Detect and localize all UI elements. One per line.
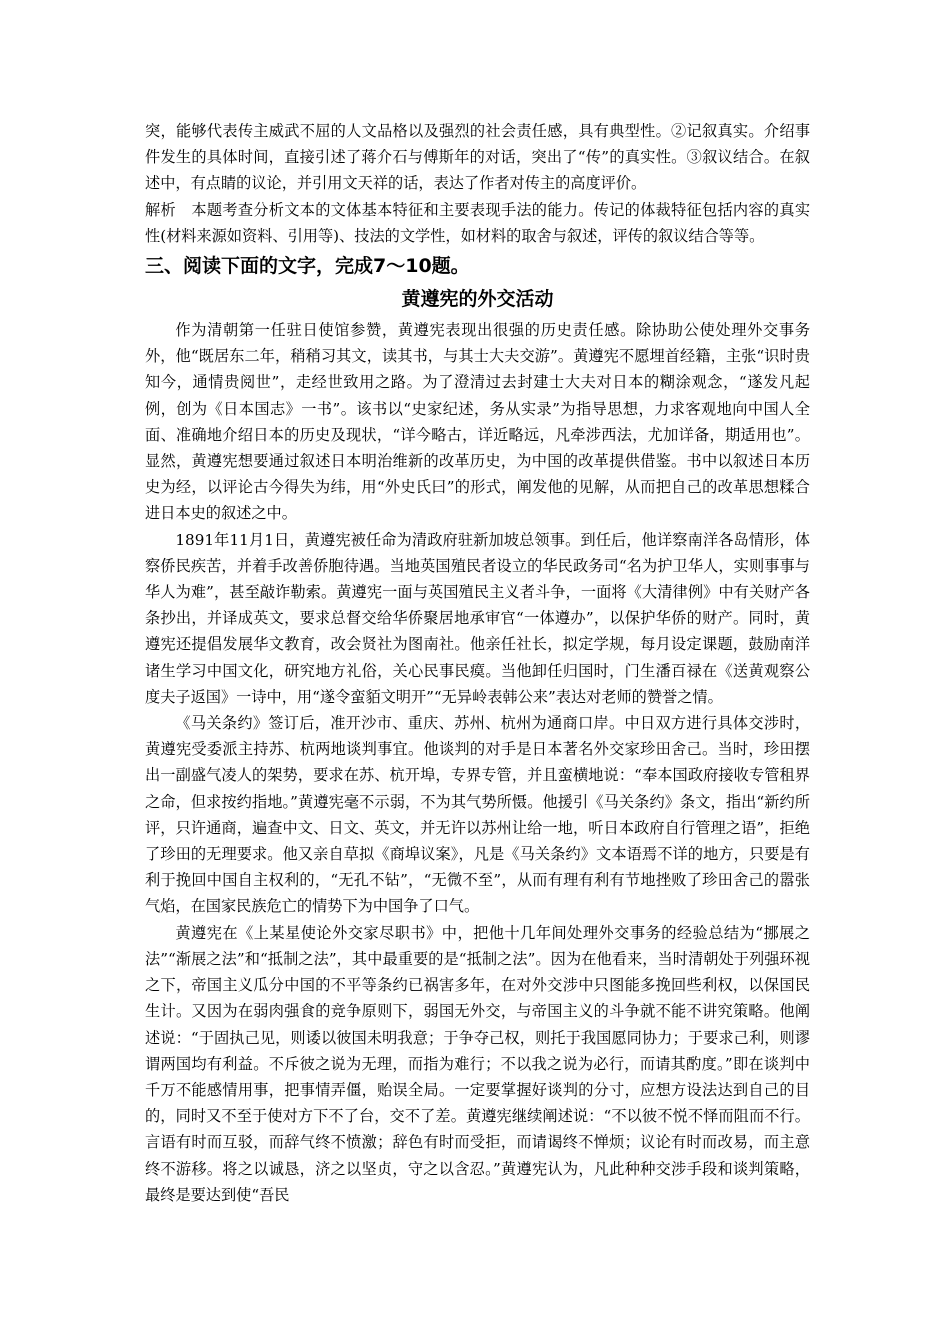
article-paragraph-2: 1891年11月1日，黄遵宪被任命为清政府驻新加坡总领事。到任后，他详察南洋各岛情形，体察侨民疾苦，并着手改善侨胞待遇。当地英国殖民者设立的华民政务司“名为护卫华人，实则事事与华人为难”，甚至敲诈勒索。黄遵宪一面与英国殖民主义者斗争，一面将《大清律例》中有关财产各条抄出，并译成英文，要求总督交给华侨聚居地承审官“一体遵办”，以保护华侨的财产。同时，黄遵宪还提倡发展华文教育，改会贤社为图南社。他亲任社长，拟定学规，每月设定课题，鼓励南洋诸生学习中国文化，研究地方礼俗，关心民事民瘼。当他卸任归国时，门生潘百禄在《送黄观察公度夫子返国》一诗中，用“遂令蛮貊文明开”“无异岭表韩公来”表达对老师的赞誉之情。 <box>145 530 810 706</box>
section-heading: 三、阅读下面的文字，完成7～10题。 <box>145 255 470 278</box>
article-paragraph-4: 黄遵宪在《上某星使论外交家尽职书》中，把他十几年间处理外交事务的经验总结为“挪展之法”“渐展之法”和“抵制之法”，其中最重要的是“抵制之法”。因为在他看来，当时清朝处于列强环视之下，帝国主义瓜分中国的不平等条约已祸害多年，在对外交涉中只图能多挽回些利权，以保国民生计。又因为在弱肉强食的竞争原则下，弱国无外交，与帝国主义的斗争就不能不讲究策略。他阐述说：“于固执己见，则诿以彼国未明我意；于争夺己权，则托于我国愿同协力；于要求己利，则谬谓两国均有利益。不斥彼之说为无理，而指为难行；不以我之说为必行，而请其酌度。”即在谈判中千万不能感情用事，把事情弄僵，贻误全局。一定要掌握好谈判的分寸，应想方设法达到自己的目的，同时又不至于使对方下不了台，交不了差。黄遵宪继续阐述说：“不以彼不悦不怿而阻而不行。言语有时而互驳，而辞气终不愤激；辞色有时而受拒，而请谒终不惮烦；议论有时而改易，而主意终不游移。将之以诚恳，济之以坚贞，守之以含忍。”黄遵宪认为，凡此种种交涉手段和谈判策略，最终是要达到使“吾民 <box>145 923 810 1204</box>
answer-text: 突，能够代表传主威武不屈的人文品格以及强烈的社会责任感，具有典型性。②记叙真实。介绍事件发生的具体时间，直接引述了蒋介石与傅斯年的对话，突出了“传”的真实性。③叙议结合。在叙述中，有点睛的议论，并引用文天祥的话，表达了作者对传主的高度评价。 <box>145 122 810 193</box>
analysis-text: 解析 本题考查分析文本的文体基本特征和主要表现手法的能力。传记的体裁特征包括内容的真实性(材料来源如资料、引用等)、技法的文学性，如材料的取舍与叙述，评传的叙议结合等等。 <box>145 200 810 245</box>
document-page <box>145 118 810 1208</box>
article-title: 黄遵宪的外交活动 <box>401 288 554 311</box>
article-paragraph-1: 作为清朝第一任驻日使馆参赞，黄遵宪表现出很强的历史责任感。除协助公使处理外交事务外，他“既居东二年，稍稍习其文，读其书，与其士大夫交游”。黄遵宪不愿埋首经籍，主张“识时贵知今，通情贵阅世”，走经世致用之路。为了澄清过去封建士大夫对日本的糊涂观念，“遂发凡起例，创为《日本国志》一书”。该书以“史家纪述，务从实录”为指导思想，力求客观地向中国人全面、准确地介绍日本的历史及现状，“详今略古，详近略远，凡牵涉西法，尤加详备，期适用也”。显然，黄遵宪想要通过叙述日本明治维新的改革历史，为中国的改革提供借鉴。书中以叙述日本历史为经，以评论古今得失为纬，用“外史氏曰”的形式，阐发他的见解，从而把自己的改革思想糅合进日本史的叙述之中。 <box>145 321 810 523</box>
article-paragraph-3: 《马关条约》签订后，准开沙市、重庆、苏州、杭州为通商口岸。中日双方进行具体交涉时，黄遵宪受委派主持苏、杭两地谈判事宜。他谈判的对手是日本著名外交家珍田舍己。当时，珍田摆出一副盛气凌人的架势，要求在苏、杭开埠，专界专管，并且蛮横地说：“奉本国政府接收专管租界之命，但求按约指地。”黄遵宪毫不示弱，不为其气势所慑。他援引《马关条约》条文，指出“新约所评，只许通商，遍查中文、日文、英文，并无许以苏州让给一地，听日本政府自行管理之语”，拒绝了珍田的无理要求。他又亲自草拟《商埠议案》，凡是《马关条约》文本语焉不详的地方，只要是有利于挽回中国自主权利的，“无孔不钻”，“无微不至”，从而有理有利有节地挫败了珍田舍己的嚣张气焰，在国家民族危亡的情势下为中国争了口气。 <box>145 714 810 916</box>
